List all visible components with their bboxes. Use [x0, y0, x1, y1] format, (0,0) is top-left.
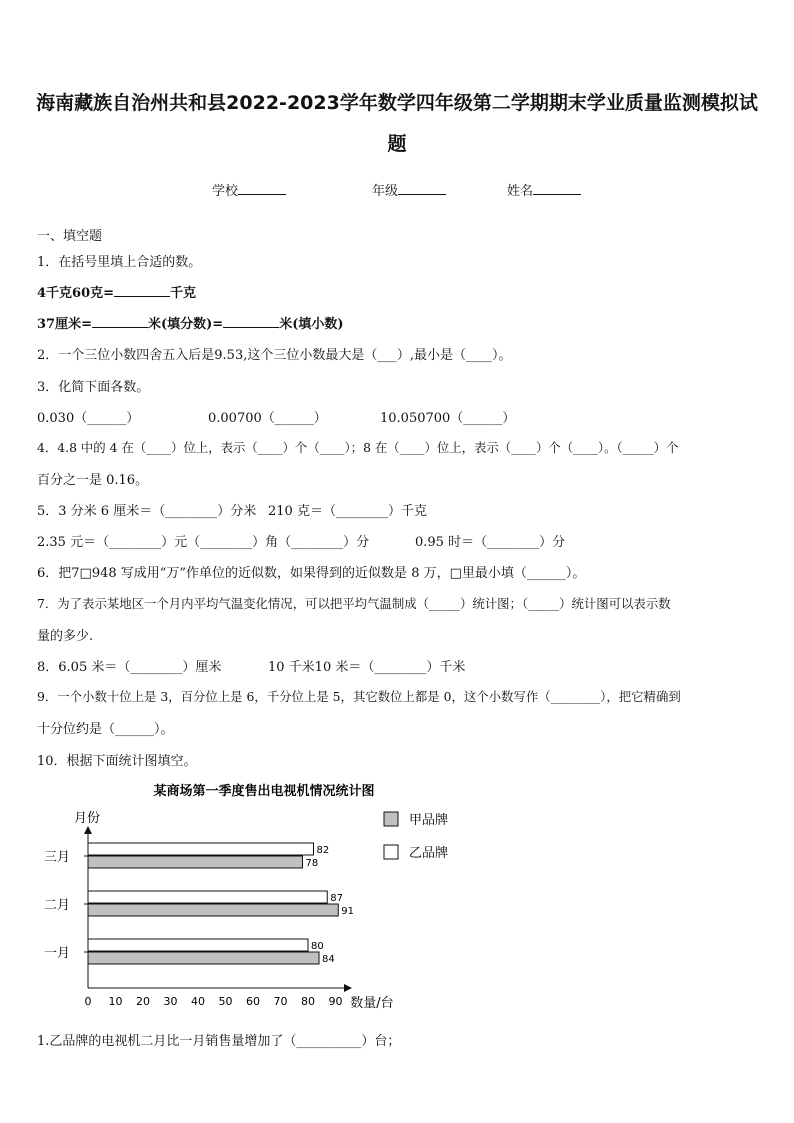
bar-value-label: 87: [330, 893, 343, 904]
bar-value-label: 84: [322, 954, 335, 965]
exam-title-line2: 题: [387, 133, 407, 155]
question-7-line2: 量的多少.: [37, 629, 94, 644]
question-5b: 210 克＝（________）千克: [268, 504, 427, 519]
x-axis-label: 数量/台: [350, 996, 394, 1011]
q1a-prefix: 4千克60克=: [37, 286, 115, 301]
q1b-middle: 米(填分数)=: [147, 317, 224, 332]
bar-value-label: 80: [311, 941, 324, 952]
x-tick-label: 50: [218, 995, 233, 1008]
chart-bars: [44, 843, 354, 965]
category-label: 三月: [43, 850, 71, 865]
x-tick-label: 20: [136, 995, 150, 1008]
grade-blank[interactable]: [398, 181, 446, 195]
y-axis-label: 月份: [73, 811, 101, 826]
x-tick-label: 90: [328, 995, 343, 1008]
question-1b: [37, 313, 344, 332]
category-label: 二月: [43, 898, 71, 913]
school-blank[interactable]: [238, 181, 286, 195]
x-tick-label: 60: [246, 995, 260, 1008]
legend-swatch: [384, 812, 398, 826]
x-tick-label: 80: [301, 995, 315, 1008]
y-axis-arrow: [84, 826, 92, 834]
question-3c: 10.050700（______）: [380, 411, 516, 426]
bar-value-label: 91: [341, 906, 354, 917]
question-9-line2: 十分位约是（______）。: [37, 722, 174, 737]
q1b-suffix: 米(填小数): [279, 317, 344, 332]
legend-label: 乙品牌: [409, 846, 449, 861]
bar-value-label: 78: [305, 858, 319, 869]
question-1: 1．在括号里填上合适的数。: [37, 255, 202, 270]
question-6: 6．把7□948 写成用“万”作单位的近似数，如果得到的近似数是 8 万，□里最小填（______）。: [37, 566, 586, 581]
x-tick-label: 70: [273, 995, 288, 1008]
question-3: 3．化简下面各数。: [37, 380, 150, 395]
x-tick-label: 30: [163, 995, 178, 1008]
bar-jia: [88, 856, 303, 868]
question-3b: 0.00700（______）: [208, 411, 327, 426]
bar-jia: [88, 904, 338, 916]
legend-label: 甲品牌: [409, 813, 449, 828]
legend-swatch: [384, 845, 398, 859]
question-10: 10．根据下面统计图填空。: [37, 754, 197, 769]
q1b-prefix: 37厘米=: [37, 317, 92, 332]
q1a-blank[interactable]: [114, 284, 170, 297]
question-8b: 10 千米10 米＝（________）千米: [268, 660, 466, 675]
question-4-line1: 4．4.8 中的 4 在（____）位上，表示（____）个（____）；8 在（____）位上，表示（____）个（____）。（_____）个: [37, 440, 679, 455]
x-tick-label: 10: [108, 995, 123, 1008]
question-2: 2．一个三位小数四舍五入后是9.53,这个三位小数最大是（___）,最小是（____）。: [37, 348, 512, 363]
question-1a: [37, 282, 196, 301]
q1a-suffix: 千克: [170, 286, 197, 301]
grade-field: [372, 180, 446, 199]
name-field: [507, 180, 581, 199]
chart-legend: [384, 812, 448, 861]
category-label: 一月: [43, 946, 71, 961]
name-label: 姓名: [507, 184, 534, 199]
grade-label: 年级: [372, 184, 399, 199]
question-9-line1: 9．一个小数十位上是 3，百分位上是 6，千分位上是 5，其它数位上都是 0，这个小数写作（________），把它精确到: [37, 689, 681, 704]
q1b-blank-2[interactable]: [223, 315, 279, 328]
school-label: 学校: [212, 184, 239, 199]
school-field: [212, 180, 286, 199]
bar-yi: [88, 939, 308, 951]
question-5d: 0.95 时＝（________）分: [415, 535, 566, 550]
section-heading: 一、填空题: [37, 229, 103, 244]
question-10-sub1: 1.乙品牌的电视机二月比一月销售量增加了（__________）台；: [37, 1034, 401, 1049]
x-tick-label: 0: [84, 995, 92, 1008]
bar-jia: [88, 952, 319, 964]
question-8a: 8．6.05 米＝（________）厘米: [37, 660, 222, 675]
exam-title-line1: 海南藏族自治州共和县2022-2023学年数学四年级第二学期期末学业质量监测模拟试: [36, 92, 758, 114]
x-tick-label: 40: [191, 995, 205, 1008]
bar-yi: [88, 843, 314, 855]
question-7-line1: 7．为了表示某地区一个月内平均气温变化情况，可以把平均气温制成（_____）统计图；（_____）统计图可以表示数: [37, 596, 671, 611]
q1b-blank-1[interactable]: [92, 315, 148, 328]
chart-axes: [84, 826, 352, 1008]
chart-title: 某商场第一季度售出电视机情况统计图: [153, 784, 375, 799]
bar-value-label: 82: [316, 845, 330, 856]
bar-yi: [88, 891, 327, 903]
question-3a: 0.030（______）: [37, 411, 140, 426]
question-5c: 2.35 元＝（________）元（________）角（________）分: [37, 535, 370, 550]
question-5a: 5．3 分米 6 厘米＝（________）分米: [37, 504, 257, 519]
name-blank[interactable]: [533, 181, 581, 195]
question-4-line2: 百分之一是 0.16。: [37, 473, 149, 488]
x-axis-arrow: [344, 984, 352, 992]
